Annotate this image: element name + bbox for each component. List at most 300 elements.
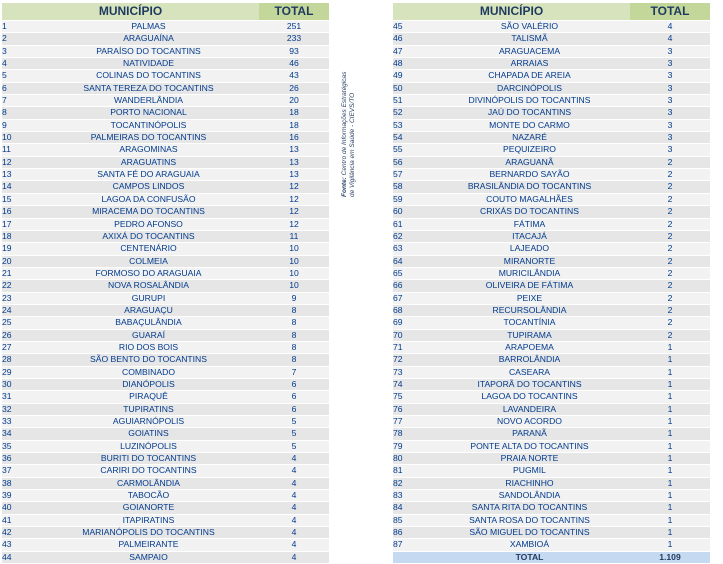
table-row <box>2 354 329 366</box>
row-total: 4 <box>259 551 329 563</box>
row-number: 76 <box>393 403 429 415</box>
row-number: 1 <box>2 21 38 33</box>
row-total: 1 <box>630 378 710 390</box>
row-total: 12 <box>259 181 329 193</box>
municipio-name: TUPIRATINS <box>38 403 259 415</box>
table-row <box>2 243 329 255</box>
municipio-header: MUNICÍPIO <box>393 3 630 21</box>
municipio-name: ARAGUANÃ <box>429 156 630 168</box>
municipio-name: SANDOLÂNDIA <box>429 490 630 502</box>
row-number: 11 <box>2 144 38 156</box>
row-number: 32 <box>2 403 38 415</box>
municipio-name: ARAPOEMA <box>429 341 630 353</box>
table-row <box>393 206 710 218</box>
row-number: 72 <box>393 354 429 366</box>
row-total: 1 <box>630 477 710 489</box>
table-row <box>393 453 710 465</box>
row-number: 6 <box>2 82 38 94</box>
table-row <box>2 366 329 378</box>
table-row <box>393 440 710 452</box>
row-total: 4 <box>259 539 329 551</box>
table-row <box>2 267 329 279</box>
row-number: 20 <box>2 255 38 267</box>
row-total: 1 <box>630 341 710 353</box>
municipio-name: PALMAS <box>38 21 259 33</box>
row-number: 47 <box>393 45 429 57</box>
municipio-name: AGUIARNÓPOLIS <box>38 416 259 428</box>
table-row <box>2 169 329 181</box>
row-total: 3 <box>630 119 710 131</box>
table-row <box>2 539 329 551</box>
row-number: 73 <box>393 366 429 378</box>
table-row <box>393 514 710 526</box>
municipio-name: CARIRI DO TOCANTINS <box>38 465 259 477</box>
table-row <box>2 490 329 502</box>
table-row <box>2 428 329 440</box>
row-number: 87 <box>393 539 429 551</box>
municipio-name: PEIXE <box>429 292 630 304</box>
row-total: 4 <box>259 514 329 526</box>
row-number: 40 <box>2 502 38 514</box>
row-total: 12 <box>259 218 329 230</box>
row-total: 10 <box>259 255 329 267</box>
municipio-name: SÃO MIGUEL DO TOCANTINS <box>429 527 630 539</box>
row-total: 2 <box>630 292 710 304</box>
table-row <box>393 304 710 316</box>
row-total: 4 <box>630 21 710 33</box>
row-number: 64 <box>393 255 429 267</box>
row-total: 10 <box>259 267 329 279</box>
table-row <box>393 329 710 341</box>
row-total: 8 <box>259 341 329 353</box>
row-total: 8 <box>259 304 329 316</box>
row-number: 23 <box>2 292 38 304</box>
municipio-name: TUPIRAMA <box>429 329 630 341</box>
row-total: 2 <box>630 218 710 230</box>
row-total: 2 <box>630 267 710 279</box>
municipio-name: JAÚ DO TOCANTINS <box>429 107 630 119</box>
row-number: 16 <box>2 206 38 218</box>
municipio-name: PONTE ALTA DO TOCANTINS <box>429 440 630 452</box>
row-number: 82 <box>393 477 429 489</box>
row-number: 81 <box>393 465 429 477</box>
row-number: 25 <box>2 317 38 329</box>
total-header: TOTAL <box>259 3 329 21</box>
municipio-header: MUNICÍPIO <box>2 3 259 21</box>
row-total: 16 <box>259 132 329 144</box>
municipio-name: ITACAJÁ <box>429 230 630 242</box>
table-row <box>393 119 710 131</box>
municipio-name: CENTENÁRIO <box>38 243 259 255</box>
municipio-name: PUGMIL <box>429 465 630 477</box>
table-row <box>2 82 329 94</box>
table-row <box>2 304 329 316</box>
row-number: 60 <box>393 206 429 218</box>
row-number: 46 <box>393 33 429 45</box>
row-number: 61 <box>393 218 429 230</box>
row-total: 43 <box>259 70 329 82</box>
municipio-name: BRASILÂNDIA DO TOCANTINS <box>429 181 630 193</box>
municipio-name: BURITI DO TOCANTINS <box>38 453 259 465</box>
table-row <box>2 70 329 82</box>
municipio-name: ITAPORÃ DO TOCANTINS <box>429 378 630 390</box>
table-row <box>393 292 710 304</box>
row-number: 38 <box>2 477 38 489</box>
row-number: 28 <box>2 354 38 366</box>
row-total: 20 <box>259 95 329 107</box>
row-total: 1 <box>630 453 710 465</box>
row-number: 68 <box>393 304 429 316</box>
municipio-name: OLIVEIRA DE FÁTIMA <box>429 280 630 292</box>
row-total: 2 <box>630 243 710 255</box>
table-row <box>393 95 710 107</box>
municipio-name: LAVANDEIRA <box>429 403 630 415</box>
municipio-name: SANTA TEREZA DO TOCANTINS <box>38 82 259 94</box>
row-total: 26 <box>259 82 329 94</box>
row-total: 2 <box>630 156 710 168</box>
row-total: 4 <box>259 465 329 477</box>
row-total: 3 <box>630 82 710 94</box>
row-total: 251 <box>259 21 329 33</box>
table-row <box>393 378 710 390</box>
table-row <box>393 416 710 428</box>
table-row <box>393 21 710 33</box>
municipio-name: GUARAÍ <box>38 329 259 341</box>
municipio-name: SAMPAIO <box>38 551 259 563</box>
municipio-name: MONTE DO CARMO <box>429 119 630 131</box>
row-number: 4 <box>2 58 38 70</box>
municipio-name: LUZINÓPOLIS <box>38 440 259 452</box>
row-number: 22 <box>2 280 38 292</box>
table-row <box>393 243 710 255</box>
table-row <box>393 267 710 279</box>
municipio-name: COLMEIA <box>38 255 259 267</box>
municipio-name: LAJEADO <box>429 243 630 255</box>
row-total: 10 <box>259 280 329 292</box>
table-row <box>2 440 329 452</box>
row-number: 34 <box>2 428 38 440</box>
row-number: 17 <box>2 218 38 230</box>
row-total: 1 <box>630 502 710 514</box>
row-number: 43 <box>2 539 38 551</box>
row-total: 2 <box>630 317 710 329</box>
row-number: 29 <box>2 366 38 378</box>
row-total: 7 <box>259 366 329 378</box>
row-total: 1 <box>630 428 710 440</box>
row-total: 12 <box>259 206 329 218</box>
row-number: 37 <box>2 465 38 477</box>
row-number: 50 <box>393 82 429 94</box>
row-number: 56 <box>393 156 429 168</box>
municipio-name: COMBINADO <box>38 366 259 378</box>
municipio-name: CHAPADA DE AREIA <box>429 70 630 82</box>
row-total: 1 <box>630 465 710 477</box>
row-number: 18 <box>2 230 38 242</box>
table-row <box>393 107 710 119</box>
table-row <box>2 453 329 465</box>
row-number: 41 <box>2 514 38 526</box>
row-total: 1 <box>630 527 710 539</box>
row-total: 1 <box>630 416 710 428</box>
row-total: 13 <box>259 156 329 168</box>
row-total: 4 <box>630 33 710 45</box>
row-number: 58 <box>393 181 429 193</box>
municipio-name: ARAGUACEMA <box>429 45 630 57</box>
row-number: 26 <box>2 329 38 341</box>
row-number: 78 <box>393 428 429 440</box>
municipio-name: ARAGOMINAS <box>38 144 259 156</box>
table-row <box>2 255 329 267</box>
row-total: 93 <box>259 45 329 57</box>
row-number: 59 <box>393 193 429 205</box>
table-row <box>393 193 710 205</box>
table-row <box>2 477 329 489</box>
row-total: 13 <box>259 144 329 156</box>
row-number: 21 <box>2 267 38 279</box>
table-row <box>2 156 329 168</box>
row-total: 1 <box>630 391 710 403</box>
row-number: 49 <box>393 70 429 82</box>
municipio-name: TABOCÃO <box>38 490 259 502</box>
table-row <box>2 502 329 514</box>
row-total: 233 <box>259 33 329 45</box>
table-row <box>393 156 710 168</box>
row-total: 11 <box>259 230 329 242</box>
municipios-table-right <box>393 3 710 564</box>
table-row <box>393 465 710 477</box>
row-number: 57 <box>393 169 429 181</box>
municipio-name: PALMEIRANTE <box>38 539 259 551</box>
municipio-name: RIACHINHO <box>429 477 630 489</box>
municipio-name: PEQUIZEIRO <box>429 144 630 156</box>
table-row <box>2 378 329 390</box>
table-row <box>2 45 329 57</box>
source-line-2: de Vigilância em Saúde - CIEVS/TO <box>349 92 356 197</box>
row-number: 15 <box>2 193 38 205</box>
row-number: 19 <box>2 243 38 255</box>
row-number: 84 <box>393 502 429 514</box>
row-number: 2 <box>2 33 38 45</box>
row-number: 65 <box>393 267 429 279</box>
table-row <box>393 230 710 242</box>
municipio-name: GOIANORTE <box>38 502 259 514</box>
municipio-name: DIVINÓPOLIS DO TOCANTINS <box>429 95 630 107</box>
row-number: 66 <box>393 280 429 292</box>
table-row <box>2 230 329 242</box>
municipio-name: BERNARDO SAYÃO <box>429 169 630 181</box>
row-total: 3 <box>630 70 710 82</box>
row-total: 5 <box>259 416 329 428</box>
table-row <box>2 181 329 193</box>
row-total: 3 <box>630 58 710 70</box>
municipio-name: PORTO NACIONAL <box>38 107 259 119</box>
row-total: 2 <box>630 169 710 181</box>
row-total: 5 <box>259 428 329 440</box>
table-row <box>2 329 329 341</box>
row-total: 6 <box>259 403 329 415</box>
row-total: 1 <box>630 539 710 551</box>
municipio-name: LAGOA DA CONFUSÃO <box>38 193 259 205</box>
row-total: 10 <box>259 243 329 255</box>
row-number: 69 <box>393 317 429 329</box>
row-number: 83 <box>393 490 429 502</box>
row-total: 2 <box>630 230 710 242</box>
municipio-name: ARAGUAÇU <box>38 304 259 316</box>
municipio-name: RIO DOS BOIS <box>38 341 259 353</box>
table-row <box>2 280 329 292</box>
municipio-name: CARMOLÂNDIA <box>38 477 259 489</box>
source-line-1: Centro de Informações Estratégicas <box>341 71 348 176</box>
table-row <box>2 193 329 205</box>
municipio-name: CAMPOS LINDOS <box>38 181 259 193</box>
row-total: 5 <box>259 440 329 452</box>
row-total: 1 <box>630 490 710 502</box>
row-number: 42 <box>2 527 38 539</box>
table-row <box>393 58 710 70</box>
municipio-name: MURICILÂNDIA <box>429 267 630 279</box>
row-total: 4 <box>259 502 329 514</box>
municipio-name: GURUPI <box>38 292 259 304</box>
table-row <box>2 551 329 563</box>
municipio-name: SÃO VALÉRIO <box>429 21 630 33</box>
row-total: 3 <box>630 132 710 144</box>
row-number: 45 <box>393 21 429 33</box>
municipio-name: ITAPIRATINS <box>38 514 259 526</box>
row-total: 1 <box>630 403 710 415</box>
row-number: 51 <box>393 95 429 107</box>
row-total: 13 <box>259 169 329 181</box>
municipio-name: CASEARA <box>429 366 630 378</box>
municipio-name: MIRANORTE <box>429 255 630 267</box>
table-row <box>2 514 329 526</box>
municipio-name: NOVA ROSALÂNDIA <box>38 280 259 292</box>
municipio-name: AXIXÁ DO TOCANTINS <box>38 230 259 242</box>
table-row <box>393 169 710 181</box>
table-row <box>393 218 710 230</box>
row-number: 75 <box>393 391 429 403</box>
table-row <box>393 391 710 403</box>
header-row <box>2 3 329 21</box>
table-row <box>2 206 329 218</box>
row-number: 85 <box>393 514 429 526</box>
row-total: 4 <box>259 527 329 539</box>
row-total: 8 <box>259 317 329 329</box>
row-total: 3 <box>630 45 710 57</box>
row-number: 24 <box>2 304 38 316</box>
row-total: 18 <box>259 107 329 119</box>
municipio-name: SÃO BENTO DO TOCANTINS <box>38 354 259 366</box>
row-total: 8 <box>259 329 329 341</box>
table-row <box>393 539 710 551</box>
municipio-name: FÁTIMA <box>429 218 630 230</box>
row-total: 1 <box>630 514 710 526</box>
municipio-name: LAGOA DO TOCANTINS <box>429 391 630 403</box>
row-number: 9 <box>2 119 38 131</box>
municipio-name: NOVO ACORDO <box>429 416 630 428</box>
row-number: 53 <box>393 119 429 131</box>
row-total: 1 <box>630 440 710 452</box>
table-row <box>2 95 329 107</box>
table-row <box>2 391 329 403</box>
table-row <box>2 119 329 131</box>
row-number: 71 <box>393 341 429 353</box>
row-number: 63 <box>393 243 429 255</box>
row-number: 39 <box>2 490 38 502</box>
table-row <box>393 82 710 94</box>
row-number: 7 <box>2 95 38 107</box>
row-number: 13 <box>2 169 38 181</box>
municipio-name: SANTA ROSA DO TOCANTINS <box>429 514 630 526</box>
row-number: 48 <box>393 58 429 70</box>
row-total: 9 <box>259 292 329 304</box>
table-row <box>393 33 710 45</box>
municipio-name: GOIATINS <box>38 428 259 440</box>
municipio-name: PARAÍSO DO TOCANTINS <box>38 45 259 57</box>
row-total: 1 <box>630 366 710 378</box>
table-row <box>393 341 710 353</box>
table-row <box>393 502 710 514</box>
table-row <box>393 428 710 440</box>
table-row <box>2 465 329 477</box>
row-number: 31 <box>2 391 38 403</box>
municipio-name: DARCINÓPOLIS <box>429 82 630 94</box>
row-number: 10 <box>2 132 38 144</box>
table-row <box>393 70 710 82</box>
table-row <box>2 403 329 415</box>
municipio-name: COUTO MAGALHÃES <box>429 193 630 205</box>
row-total: 2 <box>630 255 710 267</box>
table-row <box>2 33 329 45</box>
row-total: 6 <box>259 378 329 390</box>
municipio-name: CRIXÁS DO TOCANTINS <box>429 206 630 218</box>
row-total: 6 <box>259 391 329 403</box>
row-number: 80 <box>393 453 429 465</box>
grand-total-row <box>393 551 710 563</box>
row-total: 1 <box>630 354 710 366</box>
row-number: 5 <box>2 70 38 82</box>
total-header: TOTAL <box>630 3 710 21</box>
row-total: 2 <box>630 206 710 218</box>
municipio-name: PALMEIRAS DO TOCANTINS <box>38 132 259 144</box>
table-row <box>393 403 710 415</box>
row-total: 12 <box>259 193 329 205</box>
table-row <box>393 144 710 156</box>
row-number: 79 <box>393 440 429 452</box>
municipio-name: ARRAIAS <box>429 58 630 70</box>
table-row <box>393 132 710 144</box>
municipio-name: MARIANÓPOLIS DO TOCANTINS <box>38 527 259 539</box>
table-row <box>393 255 710 267</box>
municipio-name: NATIVIDADE <box>38 58 259 70</box>
table-row <box>2 132 329 144</box>
header-row <box>393 3 710 21</box>
municipio-name: PARANÃ <box>429 428 630 440</box>
municipio-name: ARAGUATINS <box>38 156 259 168</box>
table-row <box>2 144 329 156</box>
table-row <box>393 354 710 366</box>
table-row <box>2 527 329 539</box>
row-number: 36 <box>2 453 38 465</box>
table-row <box>393 317 710 329</box>
municipio-name: TALISMÃ <box>429 33 630 45</box>
table-row <box>2 218 329 230</box>
grand-total-value: 1.109 <box>630 551 710 563</box>
municipios-table-left <box>2 3 329 564</box>
municipio-name: TOCANTINÓPOLIS <box>38 119 259 131</box>
row-number: 67 <box>393 292 429 304</box>
table-row <box>2 107 329 119</box>
row-total: 3 <box>630 95 710 107</box>
